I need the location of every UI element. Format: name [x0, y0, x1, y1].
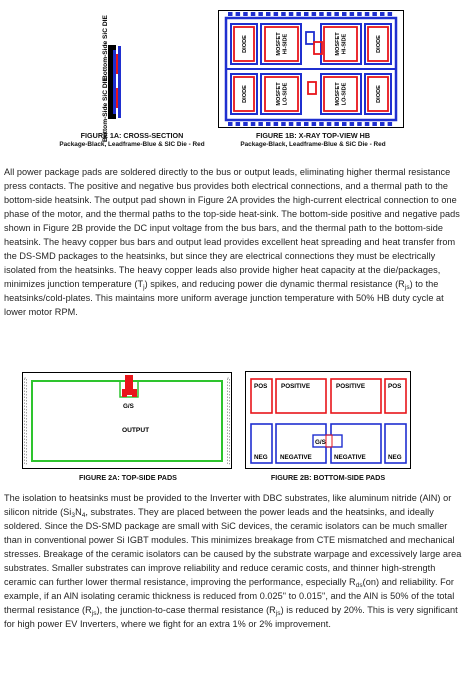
para1-text-3: ) to the heatsinks/cold-plates. This maintains more uniform average junction temperature with 50% HB duty cycle at lower motor RPM. — [4, 279, 444, 317]
leadframe-pin — [266, 122, 271, 126]
figure-2b-bottom-side-pads — [245, 371, 411, 469]
figure-1a-cross-section — [96, 12, 146, 142]
leadframe-pin — [274, 122, 279, 126]
para2-sub-5: js — [275, 610, 281, 617]
body-paragraph-1 — [4, 165, 466, 319]
leadframe-pin — [281, 122, 286, 126]
pos-left-label: POS — [254, 383, 268, 390]
leadframe-pin — [350, 12, 355, 16]
die-label-bottom: Bottom-Side SiC DIE — [102, 77, 109, 142]
leadframe-pin — [228, 122, 233, 126]
leadframe-pin — [380, 12, 385, 16]
leadframe-pin — [289, 122, 294, 126]
figure-2b-title: FIGURE 2B: BOTTOM-SIDE PADS — [270, 473, 386, 482]
leadframe-pin — [312, 122, 317, 126]
gs-label: G/S — [123, 403, 134, 410]
gs-label: G/S — [315, 439, 326, 446]
cell-label: DIODE — [376, 35, 382, 53]
para2-sub-3: ds — [355, 582, 363, 589]
leadframe-pin — [304, 12, 309, 16]
para2-text-4: (on) and reliability. For example, if an AlN isolating ceramic thickness is reduced from 0.025" to 0.015", and the AlN is 50% of the total thermal resistance (R — [4, 577, 455, 615]
figure-1b-title: FIGURE 1B: X-RAY TOP-VIEW HB — [255, 131, 371, 140]
figure-2a-top-side-pads — [22, 372, 232, 470]
leadframe-pin — [258, 12, 263, 16]
figure-2b-caption — [243, 473, 413, 482]
leadframe-pin — [296, 12, 301, 16]
leadframe-pin — [312, 12, 317, 16]
leadframe-right — [118, 46, 121, 118]
leadframe-pin — [357, 122, 362, 126]
leadframe-pin — [243, 122, 248, 126]
cell-label: MOSFETHI-SIDE — [276, 32, 289, 56]
figure-1b-caption — [220, 131, 406, 149]
leadframe-pin — [372, 122, 377, 126]
sic-die-top — [116, 54, 118, 74]
para2-sub-4: js — [91, 610, 97, 617]
para2-text-5: ), the junction-to-case thermal resistance (R — [96, 605, 276, 615]
leadframe-pin — [281, 12, 286, 16]
leadframe-pin — [357, 12, 362, 16]
figure-1b-xray-top-view — [218, 10, 404, 128]
leadframe-pin — [365, 12, 370, 16]
para1-sub-2: js — [404, 284, 410, 291]
leadframe-pin — [258, 122, 263, 126]
cell-label: MOSFETLO-SIDE — [276, 82, 289, 106]
leadframe-left — [113, 50, 116, 114]
figure-1a-caption — [42, 131, 222, 149]
para1-text-2: ) spikes, and reducing power die dynamic thermal resistance (R — [144, 279, 405, 289]
positive-left-label: POSITIVE — [281, 383, 311, 390]
body-paragraph-2 — [4, 491, 466, 631]
figure-1a-title: FIGURE 1A: CROSS-SECTION — [80, 131, 184, 140]
leadframe-pin — [304, 122, 309, 126]
cell-label: MOSFETLO-SIDE — [335, 82, 348, 106]
sic-die-bottom — [116, 88, 118, 108]
para2-text-2: N — [75, 507, 82, 517]
figure-2a-title: FIGURE 2A: TOP-SIDE PADS — [79, 473, 177, 482]
figure-2a-caption — [26, 473, 230, 482]
leadframe-pin — [342, 12, 347, 16]
leadframe-pin — [319, 122, 324, 126]
leadframe-pin — [365, 122, 370, 126]
leadframe-pin — [334, 12, 339, 16]
neg-left-label: NEG — [254, 454, 268, 461]
positive-right-label: POSITIVE — [336, 383, 366, 390]
para1-sub-1: j — [143, 284, 145, 291]
para2-text-1: The isolation to heatsinks must be provided to the Inverter with DBC substrates, like aluminum nitride (AlN) or silicon nitride (Si — [4, 493, 452, 517]
leadframe-pin — [266, 12, 271, 16]
cell-label: DIODE — [242, 85, 248, 103]
leadframe-pin — [289, 12, 294, 16]
leadframe-pin — [236, 12, 241, 16]
die-label-top: Bottom-Side SiC DIE — [102, 15, 109, 80]
gs-pad-right — [132, 389, 137, 397]
negative-right-label: NEGATIVE — [334, 454, 366, 461]
leadframe-pin — [334, 122, 339, 126]
negative-left-label: NEGATIVE — [280, 454, 312, 461]
leadframe-pin — [243, 12, 248, 16]
cell-label: DIODE — [376, 85, 382, 103]
leadframe-pin — [327, 122, 332, 126]
para2-sub-2: 4 — [81, 512, 86, 519]
leadframe-pin — [251, 122, 256, 126]
leadframe-pin — [251, 12, 256, 16]
leadframe-pin — [388, 12, 393, 16]
leadframe-pin — [388, 122, 393, 126]
para2-text-6: ) is reduced by 20%. This is very significant for high power EV Inverters, where we fight for an extra 1% or 2% improvement. — [4, 605, 458, 629]
leadframe-pin — [296, 122, 301, 126]
leadframe-pin — [372, 12, 377, 16]
leadframe-pin — [350, 122, 355, 126]
output-label: OUTPUT — [122, 427, 150, 434]
leadframe-pin — [274, 12, 279, 16]
neg-right-label: NEG — [388, 454, 402, 461]
cell-label: DIODE — [242, 35, 248, 53]
figure-1b-subtitle: Package-Black, Leadframe-Blue & SiC Die - Red — [240, 141, 386, 148]
leadframe-pin — [327, 12, 332, 16]
cell-label: MOSFETHI-SIDE — [335, 32, 348, 56]
para2-sub-1: 3 — [71, 512, 76, 519]
gs-pad-left — [122, 389, 127, 397]
para1-text-1: All power package pads are soldered directly to the bus or output leads, eliminating higher thermal resistance press contacts. The positive and negative bus provides both electrical connections, and a thermal path to the bottom-side heatsink. The output pad shown in Figure 2A provides the high-current electrical connection to one phase of the motor, and the thermal paths to the top-side heat-sink. The bottom-side positive and negative pads shown in Figure 2B provide the DC input voltage from the bus bars, and the thermal path to the bottom-side heatsink. The heavy copper bus bars and output lead provides excellent heat spreading and heat transfer from the DS-SMD packages to the heatsinks, but since they are electrical connections they must be electrically isolated from the heatsinks. The heavy copper leads also provide higher heat capacity at the die/packages, minimizes junction temperature (T — [4, 167, 460, 289]
figure-1a-subtitle: Package-Black, Leadframe-Blue & SIC Die - Red — [59, 141, 205, 148]
leadframe-pin — [380, 122, 385, 126]
pos-right-label: POS — [388, 383, 402, 390]
para2-text-3: , substrates. They are placed between the power leads and the heatsinks, and ideally soldered. Since the DS-SMD package are small with SiC devices, the ceramic isolators can be much smaller than in conventional power Si IGBT modules. This minimizes breakage from CTE mismatched and mechanical stresses. Breakage of the ceramic isolators can be caused by the substrate warpage and excessively large area substrates. Smaller substrates can improve reliability and reduce ceramic costs, and thinner high-strength ceramic can further lower thermal resistance, improving the performance, especially R — [4, 507, 462, 587]
leadframe-pin — [236, 122, 241, 126]
leadframe-pin — [319, 12, 324, 16]
leadframe-pin — [342, 122, 347, 126]
leadframe-pin — [228, 12, 233, 16]
